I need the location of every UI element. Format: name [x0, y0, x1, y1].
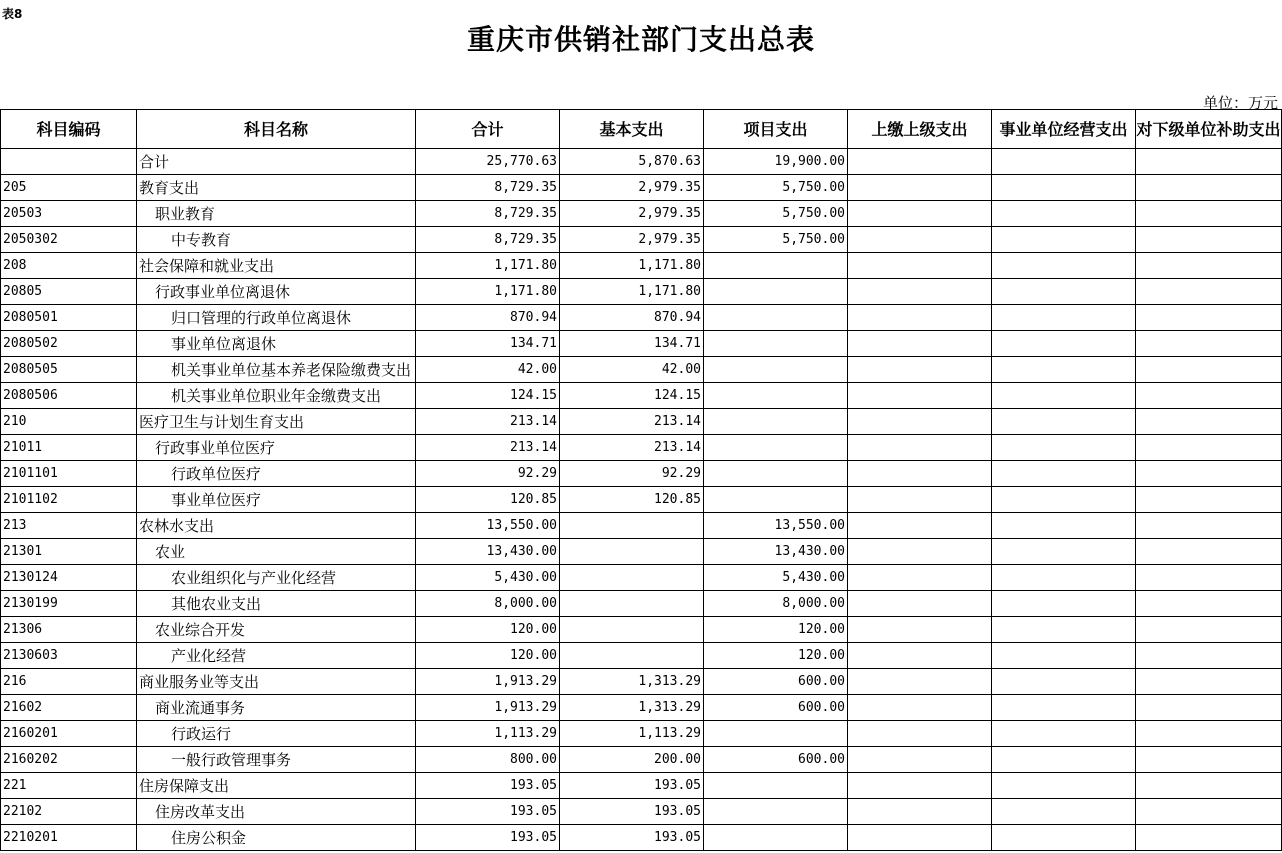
cell-project — [704, 279, 848, 305]
cell-paid-to-superior — [848, 617, 992, 643]
table-number: 表8 — [2, 7, 23, 21]
cell-subject-code: 21306 — [1, 617, 137, 643]
cell-paid-to-superior — [848, 773, 992, 799]
cell-project — [704, 409, 848, 435]
cell-total: 120.00 — [416, 617, 560, 643]
table-row — [1, 825, 1282, 851]
table-row — [1, 279, 1282, 305]
cell-subject-name: 职业教育 — [137, 201, 416, 227]
header-basic-expenditure: 基本支出 — [560, 110, 704, 149]
cell-subsidy — [1136, 695, 1282, 721]
cell-project — [704, 773, 848, 799]
cell-total: 213.14 — [416, 435, 560, 461]
cell-paid-to-superior — [848, 253, 992, 279]
cell-business — [992, 695, 1136, 721]
cell-project — [704, 435, 848, 461]
cell-project: 600.00 — [704, 669, 848, 695]
cell-subject-name: 行政运行 — [137, 721, 416, 747]
table-row — [1, 747, 1282, 773]
cell-subject-code: 2160201 — [1, 721, 137, 747]
cell-subject-name: 合计 — [137, 149, 416, 175]
cell-business — [992, 669, 1136, 695]
cell-subsidy — [1136, 669, 1282, 695]
cell-basic: 1,313.29 — [560, 669, 704, 695]
cell-business — [992, 513, 1136, 539]
cell-subject-name: 事业单位离退休 — [137, 331, 416, 357]
cell-subject-name: 医疗卫生与计划生育支出 — [137, 409, 416, 435]
cell-total: 800.00 — [416, 747, 560, 773]
cell-basic: 1,313.29 — [560, 695, 704, 721]
cell-paid-to-superior — [848, 669, 992, 695]
cell-business — [992, 721, 1136, 747]
header-subject-code: 科目编码 — [1, 110, 137, 149]
cell-subject-name: 农业组织化与产业化经营 — [137, 565, 416, 591]
cell-basic: 120.85 — [560, 487, 704, 513]
cell-project — [704, 825, 848, 851]
cell-total: 120.00 — [416, 643, 560, 669]
table-row — [1, 565, 1282, 591]
cell-project: 8,000.00 — [704, 591, 848, 617]
cell-basic: 5,870.63 — [560, 149, 704, 175]
cell-subsidy — [1136, 201, 1282, 227]
cell-subsidy — [1136, 435, 1282, 461]
cell-paid-to-superior — [848, 565, 992, 591]
cell-paid-to-superior — [848, 175, 992, 201]
expenditure-table — [0, 109, 1282, 851]
cell-subsidy — [1136, 409, 1282, 435]
cell-basic: 200.00 — [560, 747, 704, 773]
cell-business — [992, 539, 1136, 565]
cell-subject-code: 2130124 — [1, 565, 137, 591]
cell-paid-to-superior — [848, 279, 992, 305]
cell-project — [704, 331, 848, 357]
table-row — [1, 175, 1282, 201]
cell-subject-code: 2160202 — [1, 747, 137, 773]
cell-subsidy — [1136, 513, 1282, 539]
cell-basic — [560, 643, 704, 669]
table-row — [1, 149, 1282, 175]
cell-paid-to-superior — [848, 227, 992, 253]
cell-subsidy — [1136, 591, 1282, 617]
table-row — [1, 253, 1282, 279]
cell-subsidy — [1136, 175, 1282, 201]
cell-business — [992, 383, 1136, 409]
cell-project — [704, 461, 848, 487]
cell-subsidy — [1136, 357, 1282, 383]
cell-paid-to-superior — [848, 539, 992, 565]
cell-total: 1,113.29 — [416, 721, 560, 747]
header-subsidy-to-subordinate: 对下级单位补助支出 — [1136, 110, 1282, 149]
cell-project: 120.00 — [704, 617, 848, 643]
cell-subsidy — [1136, 747, 1282, 773]
cell-project — [704, 487, 848, 513]
cell-subject-code: 21011 — [1, 435, 137, 461]
cell-basic — [560, 591, 704, 617]
cell-subject-name: 一般行政管理事务 — [137, 747, 416, 773]
cell-subject-code: 2210201 — [1, 825, 137, 851]
table-row — [1, 331, 1282, 357]
cell-subsidy — [1136, 253, 1282, 279]
cell-subject-code: 22102 — [1, 799, 137, 825]
cell-total: 8,729.35 — [416, 227, 560, 253]
cell-project: 5,750.00 — [704, 175, 848, 201]
cell-subject-name: 行政事业单位离退休 — [137, 279, 416, 305]
table-row — [1, 201, 1282, 227]
cell-project — [704, 799, 848, 825]
cell-subject-name: 归口管理的行政单位离退休 — [137, 305, 416, 331]
cell-subject-code: 2080506 — [1, 383, 137, 409]
cell-business — [992, 565, 1136, 591]
header-business-expenditure: 事业单位经营支出 — [992, 110, 1136, 149]
cell-total: 1,913.29 — [416, 695, 560, 721]
cell-subsidy — [1136, 331, 1282, 357]
cell-subject-code: 2080501 — [1, 305, 137, 331]
cell-subject-code: 20805 — [1, 279, 137, 305]
cell-basic: 1,171.80 — [560, 279, 704, 305]
cell-business — [992, 773, 1136, 799]
cell-business — [992, 227, 1136, 253]
table-row — [1, 721, 1282, 747]
cell-paid-to-superior — [848, 149, 992, 175]
cell-basic: 124.15 — [560, 383, 704, 409]
unit-label: 单位：万元 — [1202, 94, 1278, 112]
cell-subject-name: 其他农业支出 — [137, 591, 416, 617]
cell-subject-name: 农林水支出 — [137, 513, 416, 539]
cell-paid-to-superior — [848, 201, 992, 227]
cell-project: 5,750.00 — [704, 227, 848, 253]
cell-paid-to-superior — [848, 331, 992, 357]
table-row — [1, 773, 1282, 799]
cell-subsidy — [1136, 617, 1282, 643]
cell-business — [992, 201, 1136, 227]
cell-total: 8,000.00 — [416, 591, 560, 617]
cell-basic: 2,979.35 — [560, 201, 704, 227]
table-row — [1, 357, 1282, 383]
cell-project — [704, 357, 848, 383]
cell-basic: 134.71 — [560, 331, 704, 357]
cell-subsidy — [1136, 721, 1282, 747]
cell-subject-code: 210 — [1, 409, 137, 435]
cell-paid-to-superior — [848, 643, 992, 669]
table-body — [1, 149, 1282, 851]
cell-project: 5,750.00 — [704, 201, 848, 227]
cell-business — [992, 591, 1136, 617]
cell-total: 13,430.00 — [416, 539, 560, 565]
table-row — [1, 513, 1282, 539]
cell-subsidy — [1136, 227, 1282, 253]
cell-subject-name: 机关事业单位职业年金缴费支出 — [137, 383, 416, 409]
cell-total: 13,550.00 — [416, 513, 560, 539]
cell-subject-code: 2130603 — [1, 643, 137, 669]
cell-total: 92.29 — [416, 461, 560, 487]
cell-basic: 193.05 — [560, 825, 704, 851]
cell-business — [992, 409, 1136, 435]
cell-business — [992, 331, 1136, 357]
cell-business — [992, 643, 1136, 669]
table-row — [1, 227, 1282, 253]
cell-total: 193.05 — [416, 799, 560, 825]
cell-subject-code: 2130199 — [1, 591, 137, 617]
cell-subsidy — [1136, 461, 1282, 487]
cell-paid-to-superior — [848, 695, 992, 721]
cell-subject-name: 机关事业单位基本养老保险缴费支出 — [137, 357, 416, 383]
table-row — [1, 591, 1282, 617]
cell-business — [992, 357, 1136, 383]
table-row — [1, 799, 1282, 825]
cell-subject-code: 2050302 — [1, 227, 137, 253]
cell-total: 25,770.63 — [416, 149, 560, 175]
cell-subsidy — [1136, 149, 1282, 175]
cell-total: 1,171.80 — [416, 253, 560, 279]
cell-total: 120.85 — [416, 487, 560, 513]
table-row — [1, 487, 1282, 513]
table-row — [1, 539, 1282, 565]
cell-project — [704, 253, 848, 279]
cell-business — [992, 435, 1136, 461]
cell-subject-code: 208 — [1, 253, 137, 279]
cell-subject-code: 2101102 — [1, 487, 137, 513]
cell-business — [992, 279, 1136, 305]
cell-basic: 193.05 — [560, 799, 704, 825]
cell-subject-code — [1, 149, 137, 175]
header-project-expenditure: 项目支出 — [704, 110, 848, 149]
cell-total: 8,729.35 — [416, 201, 560, 227]
cell-project: 600.00 — [704, 747, 848, 773]
header-paid-to-superior: 上缴上级支出 — [848, 110, 992, 149]
cell-subject-code: 205 — [1, 175, 137, 201]
cell-subject-code: 20503 — [1, 201, 137, 227]
cell-paid-to-superior — [848, 461, 992, 487]
cell-basic — [560, 513, 704, 539]
cell-total: 193.05 — [416, 773, 560, 799]
header-total: 合计 — [416, 110, 560, 149]
cell-basic: 1,113.29 — [560, 721, 704, 747]
cell-basic: 2,979.35 — [560, 175, 704, 201]
cell-subject-name: 社会保障和就业支出 — [137, 253, 416, 279]
cell-subject-code: 213 — [1, 513, 137, 539]
cell-total: 124.15 — [416, 383, 560, 409]
cell-subject-code: 21602 — [1, 695, 137, 721]
cell-project — [704, 305, 848, 331]
cell-subsidy — [1136, 279, 1282, 305]
cell-business — [992, 825, 1136, 851]
cell-subject-code: 2101101 — [1, 461, 137, 487]
cell-basic: 213.14 — [560, 409, 704, 435]
page-title: 重庆市供销社部门支出总表 — [466, 23, 815, 56]
cell-subsidy — [1136, 539, 1282, 565]
cell-project: 13,430.00 — [704, 539, 848, 565]
cell-paid-to-superior — [848, 305, 992, 331]
cell-business — [992, 617, 1136, 643]
cell-subject-code: 21301 — [1, 539, 137, 565]
cell-subject-name: 住房改革支出 — [137, 799, 416, 825]
cell-project: 13,550.00 — [704, 513, 848, 539]
table-row — [1, 669, 1282, 695]
cell-paid-to-superior — [848, 435, 992, 461]
cell-paid-to-superior — [848, 825, 992, 851]
cell-basic: 92.29 — [560, 461, 704, 487]
cell-paid-to-superior — [848, 409, 992, 435]
table-row — [1, 617, 1282, 643]
cell-subject-code: 2080502 — [1, 331, 137, 357]
cell-basic: 213.14 — [560, 435, 704, 461]
cell-subsidy — [1136, 799, 1282, 825]
cell-subject-name: 行政单位医疗 — [137, 461, 416, 487]
cell-business — [992, 487, 1136, 513]
cell-basic: 193.05 — [560, 773, 704, 799]
header-row — [1, 110, 1282, 149]
cell-subject-name: 农业综合开发 — [137, 617, 416, 643]
cell-paid-to-superior — [848, 513, 992, 539]
cell-total: 193.05 — [416, 825, 560, 851]
cell-subject-name: 住房保障支出 — [137, 773, 416, 799]
cell-project: 5,430.00 — [704, 565, 848, 591]
cell-total: 8,729.35 — [416, 175, 560, 201]
cell-paid-to-superior — [848, 747, 992, 773]
cell-total: 870.94 — [416, 305, 560, 331]
cell-subsidy — [1136, 773, 1282, 799]
cell-subsidy — [1136, 487, 1282, 513]
cell-subject-name: 商业服务业等支出 — [137, 669, 416, 695]
cell-paid-to-superior — [848, 383, 992, 409]
header-subject-name: 科目名称 — [137, 110, 416, 149]
cell-subject-name: 商业流通事务 — [137, 695, 416, 721]
cell-subject-name: 行政事业单位医疗 — [137, 435, 416, 461]
cell-subsidy — [1136, 305, 1282, 331]
table-row — [1, 643, 1282, 669]
cell-business — [992, 461, 1136, 487]
cell-paid-to-superior — [848, 799, 992, 825]
cell-subject-name: 产业化经营 — [137, 643, 416, 669]
cell-project — [704, 383, 848, 409]
table-header — [1, 110, 1282, 149]
table-row — [1, 305, 1282, 331]
cell-paid-to-superior — [848, 591, 992, 617]
cell-subject-name: 事业单位医疗 — [137, 487, 416, 513]
cell-project — [704, 721, 848, 747]
cell-business — [992, 747, 1136, 773]
cell-subsidy — [1136, 565, 1282, 591]
cell-subject-name: 中专教育 — [137, 227, 416, 253]
cell-paid-to-superior — [848, 487, 992, 513]
cell-business — [992, 175, 1136, 201]
cell-basic — [560, 539, 704, 565]
cell-basic: 42.00 — [560, 357, 704, 383]
cell-basic — [560, 565, 704, 591]
cell-subject-code: 216 — [1, 669, 137, 695]
cell-total: 1,171.80 — [416, 279, 560, 305]
table-row — [1, 695, 1282, 721]
table-row — [1, 461, 1282, 487]
cell-subject-name: 教育支出 — [137, 175, 416, 201]
cell-basic — [560, 617, 704, 643]
cell-subject-name: 农业 — [137, 539, 416, 565]
cell-subject-name: 住房公积金 — [137, 825, 416, 851]
cell-subject-code: 2080505 — [1, 357, 137, 383]
cell-total: 134.71 — [416, 331, 560, 357]
cell-subject-code: 221 — [1, 773, 137, 799]
cell-paid-to-superior — [848, 721, 992, 747]
table-row — [1, 435, 1282, 461]
cell-total: 5,430.00 — [416, 565, 560, 591]
cell-subsidy — [1136, 825, 1282, 851]
cell-project: 600.00 — [704, 695, 848, 721]
cell-project: 19,900.00 — [704, 149, 848, 175]
cell-basic: 870.94 — [560, 305, 704, 331]
table-row — [1, 383, 1282, 409]
cell-paid-to-superior — [848, 357, 992, 383]
cell-project: 120.00 — [704, 643, 848, 669]
cell-subsidy — [1136, 383, 1282, 409]
cell-basic: 1,171.80 — [560, 253, 704, 279]
cell-basic: 2,979.35 — [560, 227, 704, 253]
cell-total: 213.14 — [416, 409, 560, 435]
cell-business — [992, 799, 1136, 825]
cell-business — [992, 305, 1136, 331]
cell-subsidy — [1136, 643, 1282, 669]
cell-total: 1,913.29 — [416, 669, 560, 695]
cell-business — [992, 253, 1136, 279]
cell-business — [992, 149, 1136, 175]
cell-total: 42.00 — [416, 357, 560, 383]
table-row — [1, 409, 1282, 435]
